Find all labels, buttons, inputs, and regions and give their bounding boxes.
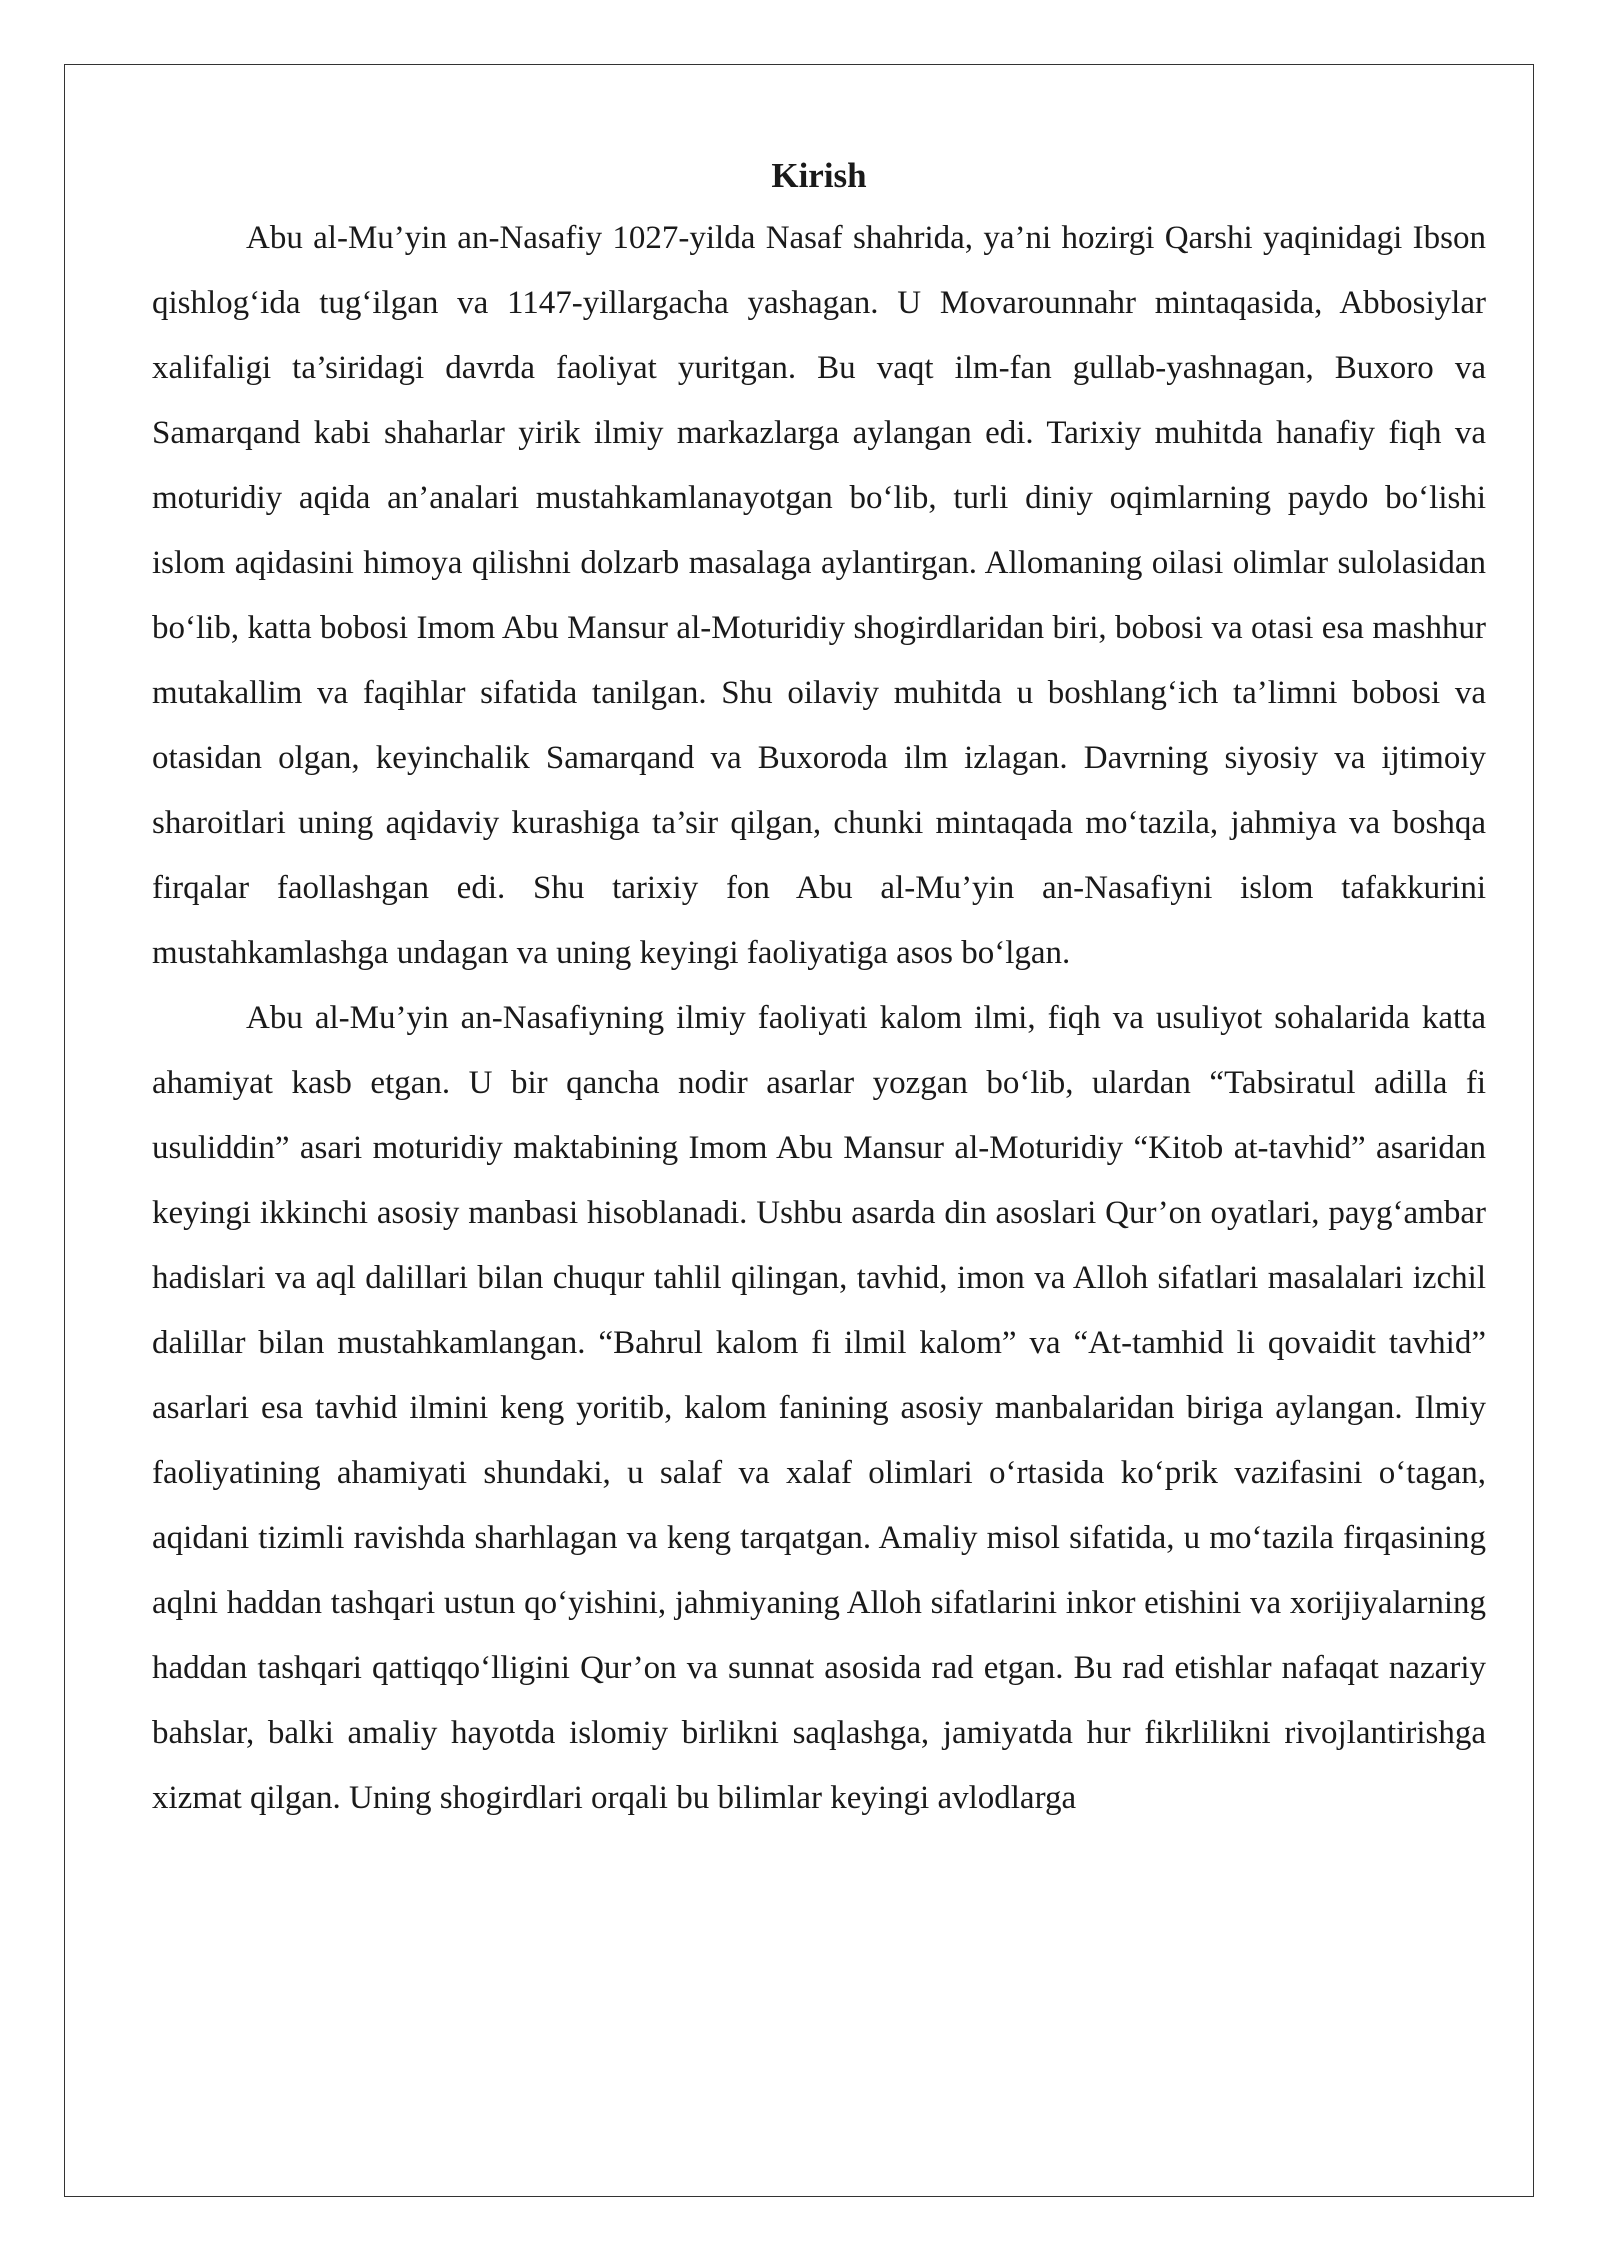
paragraph-1: Abu al-Mu’yin an-Nasafiy 1027-yilda Nasaf shahrida, ya’ni hozirgi Qarshi yaqinidagi Ibson qishlog‘ida tug‘ilgan va 1147-yillargacha yashagan. U Movarounnahr mintaqasida, Abbosiylar xalifaligi ta’siridagi davrda faoliyat yuritgan. Bu vaqt ilm-fan gullab-yashnagan, Buxoro va Samarqand kabi shaharlar yirik ilmiy markazlarga aylangan edi. Tarixiy muhitda hanafiy fiqh va moturidiy aqida an’analari mustahkamlanayotgan bo‘lib, turli diniy oqimlarning paydo bo‘lishi islom aqidasini himoya qilishni dolzarb masalaga aylantirgan. Allomaning oilasi olimlar sulolasidan bo‘lib, katta bobosi Imom Abu Mansur al-Moturidiy shogirdlaridan biri, bobosi va otasi esa mashhur mutakallim va faqihlar sifatida tanilgan. Shu oilaviy muhitda u boshlang‘ich ta’limni bobosi va otasidan olgan, keyinchalik Samarqand va Buxoroda ilm izlagan. Davrning siyosiy va ijtimoiy sharoitlari uning aqidaviy kurashiga ta’sir qilgan, chunki mintaqada mo‘tazila, jahmiya va boshqa firqalar faollashgan edi. Shu tarixiy fon Abu al-Mu’yin an-Nasafiyni islom tafakkurini mustahkamlashga undagan va uning keyingi faoliyatiga asos bo‘lgan. [152,220,1486,971]
document-title: Kirish [771,156,867,195]
document-body [152,146,1486,1831]
paragraph-2: Abu al-Mu’yin an-Nasafiyning ilmiy faoliyati kalom ilmi, fiqh va usuliyot sohalarida katta ahamiyat kasb etgan. U bir qancha nodir asarlar yozgan bo‘lib, ulardan “Tabsiratul adilla fi usuliddin” asari moturidiy maktabining Imom Abu Mansur al-Moturidiy “Kitob at-tavhid” asaridan keyingi ikkinchi asosiy manbasi hisoblanadi. Ushbu asarda din asoslari Qur’on oyatlari, payg‘ambar hadislari va aql dalillari bilan chuqur tahlil qilingan, tavhid, imon va Alloh sifatlari masalalari izchil dalillar bilan mustahkamlangan. “Bahrul kalom fi ilmil kalom” va “At-tamhid li qovaidit tavhid” asarlari esa tavhid ilmini keng yoritib, kalom fanining asosiy manbalaridan biriga aylangan. Ilmiy faoliyatining ahamiyati shundaki, u salaf va xalaf olimlari o‘rtasida ko‘prik vazifasini o‘tagan, aqidani tizimli ravishda sharhlagan va keng tarqatgan. Amaliy misol sifatida, u mo‘tazila firqasining aqlni haddan tashqari ustun qo‘yishini, jahmiyaning Alloh sifatlarini inkor etishini va xorijiyalarning haddan tashqari qattiqqo‘lligini Qur’on va sunnat asosida rad etgan. Bu rad etishlar nafaqat nazariy bahslar, balki amaliy hayotda islomiy birlikni saqlashga, jamiyatda hur fikrlilikni rivojlantirishga xizmat qilgan. Uning shogirdlari orqali bu bilimlar keyingi avlodlarga [152,1000,1486,1816]
